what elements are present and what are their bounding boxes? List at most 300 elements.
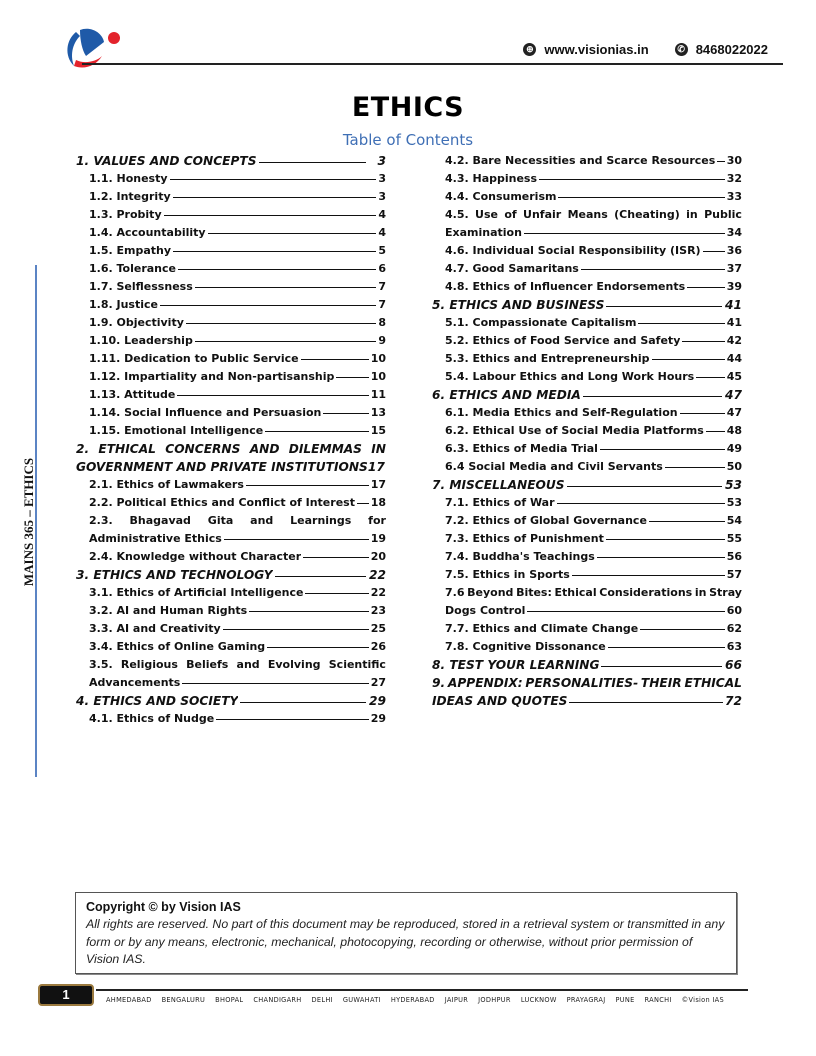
phone-number: 8468022022 <box>695 42 768 57</box>
toc-subsection-link[interactable] <box>76 494 386 512</box>
toc-page-number: 3 <box>377 154 386 168</box>
toc-leader <box>638 323 724 324</box>
toc-entry-label: 1.12. Impartiality and Non-partisanship <box>89 370 335 383</box>
toc-subsection-link[interactable] <box>76 656 386 692</box>
toc-leader <box>581 269 725 270</box>
toc-entry-label: 5.2. Ethics of Food Service and Safety <box>445 334 681 347</box>
toc-leader <box>275 576 366 577</box>
footer-city: AHMEDABAD <box>106 996 152 1004</box>
toc-page-number: 8 <box>378 316 386 329</box>
toc-entry-word: and <box>236 658 260 671</box>
toc-entry-label: 4.4. Consumerism <box>445 190 557 203</box>
toc-entry-word: 7.6 <box>445 586 465 599</box>
toc-page-number: 53 <box>725 478 742 492</box>
toc-leader <box>572 575 725 576</box>
toc-entry-label: 7. MISCELLANEOUS <box>432 478 565 492</box>
toc-leader <box>240 702 366 703</box>
toc-entry-label-line2 <box>445 224 742 242</box>
toc-entry-word: PERSONALITIES- <box>525 676 639 690</box>
toc-page-number: 33 <box>726 190 742 203</box>
toc-leader <box>267 647 369 648</box>
toc-leader <box>569 702 723 703</box>
toc-entry-label: 1.13. Attitude <box>89 388 176 401</box>
toc-page-number: 17 <box>367 460 385 474</box>
toc-entry-label: 6.3. Ethics of Media Trial <box>445 442 598 455</box>
toc-subsection-link[interactable] <box>432 188 742 206</box>
copyright-box <box>75 892 737 974</box>
toc-entry-label: 5.3. Ethics and Entrepreneurship <box>445 352 650 365</box>
toc-leader <box>649 521 725 522</box>
toc-entry-label-line1 <box>89 656 386 674</box>
toc-entry-label: 4.3. Happiness <box>445 172 538 185</box>
toc-leader <box>601 666 722 667</box>
toc-page-number: 11 <box>370 388 386 401</box>
toc-entry-label: 8. TEST YOUR LEARNING <box>432 658 600 672</box>
toc-subsection-link[interactable] <box>432 512 742 530</box>
toc-entry-label: 7.2. Ethics of Global Governance <box>445 514 647 527</box>
toc-section-link[interactable] <box>76 152 386 170</box>
toc-leader <box>682 341 724 342</box>
toc-subsection-link[interactable] <box>76 368 386 386</box>
toc-leader <box>567 486 722 487</box>
toc-entry-word: ETHICAL <box>684 676 742 690</box>
toc-page-number: 36 <box>726 244 742 257</box>
toc-page-number: 41 <box>726 316 742 329</box>
footer-city: PUNE <box>615 996 635 1004</box>
toc-entry-word: Evolving <box>267 658 321 671</box>
toc-page-number: 3 <box>378 172 386 185</box>
toc-leader <box>259 162 366 163</box>
toc-entry-word: Beliefs <box>186 658 229 671</box>
toc-page-number: 20 <box>370 550 386 563</box>
toc-page-number: 30 <box>726 154 742 167</box>
toc-entry-label-line1 <box>76 440 386 458</box>
toc-page-number: 25 <box>370 622 386 635</box>
footer-city: GUWAHATI <box>342 996 381 1004</box>
header-divider <box>82 63 783 65</box>
toc-page-number: 22 <box>369 568 386 582</box>
toc-leader <box>583 396 722 397</box>
toc-entry-word: 3.5. <box>89 658 113 671</box>
toc-section-link[interactable] <box>432 386 742 404</box>
toc-subsection-link[interactable] <box>76 602 386 620</box>
toc-entry-label: 7.4. Buddha's Teachings <box>445 550 595 563</box>
toc-entry-label: 4.2. Bare Necessities and Scarce Resources <box>445 154 716 167</box>
toc-entry-label: 1.15. Emotional Intelligence <box>89 424 264 437</box>
toc-entry-label-line1 <box>445 584 742 602</box>
toc-page-number: 3 <box>378 190 386 203</box>
toc-entry-word: of <box>504 208 517 221</box>
toc-subsection-link[interactable] <box>432 332 742 350</box>
toc-entry-label: 3.3. AI and Creativity <box>89 622 221 635</box>
header-contact <box>523 42 768 57</box>
toc-entry-label-line2 <box>445 602 742 620</box>
toc-entry-label: 7.5. Ethics in Sports <box>445 568 570 581</box>
toc-page-number: 18 <box>370 496 386 509</box>
toc-entry-word: and <box>250 514 274 527</box>
toc-entry-word: Means <box>567 208 608 221</box>
toc-entry-word: Considerations <box>599 586 693 599</box>
toc-page-number: 13 <box>370 406 386 419</box>
toc-entry-word: Stray <box>709 586 742 599</box>
toc-subsection-link[interactable] <box>432 206 742 242</box>
toc-page-number: 49 <box>726 442 742 455</box>
toc-entry-label: 1.9. Objectivity <box>89 316 184 329</box>
toc-entry-word: CONCERNS <box>165 442 241 456</box>
toc-leader <box>524 233 725 234</box>
toc-leader <box>195 341 377 342</box>
toc-page-number: 9 <box>378 334 386 347</box>
toc-page-number: 19 <box>370 532 386 545</box>
toc-leader <box>706 431 725 432</box>
toc-entry-label: 1.10. Leadership <box>89 334 193 347</box>
toc-entry-label: 1.5. Empathy <box>89 244 172 257</box>
toc-entry-label-line1 <box>445 206 742 224</box>
toc-page-number: 50 <box>726 460 742 473</box>
toc-leader <box>608 647 725 648</box>
toc-leader <box>246 485 369 486</box>
toc-entry-word: Learnings <box>290 514 352 527</box>
toc-subsection-link[interactable] <box>76 296 386 314</box>
toc-subsection-link[interactable] <box>432 242 742 260</box>
toc-subsection-link[interactable] <box>432 314 742 332</box>
toc-section-link[interactable] <box>432 476 742 494</box>
footer-city: LUCKNOW <box>520 996 557 1004</box>
toc-leader <box>182 683 368 684</box>
toc-subsection-link[interactable] <box>76 332 386 350</box>
toc-page-number: 10 <box>370 352 386 365</box>
toc-entry-label: IDEAS AND QUOTES <box>432 694 568 708</box>
toc-entry-label: 3. ETHICS AND TECHNOLOGY <box>76 568 273 582</box>
toc-subsection-link[interactable] <box>76 620 386 638</box>
toc-entry-label: 7.3. Ethics of Punishment <box>445 532 604 545</box>
toc-leader <box>696 377 724 378</box>
toc-subsection-link[interactable] <box>432 638 742 656</box>
toc-leader <box>249 611 368 612</box>
toc-leader <box>216 719 369 720</box>
toc-entry-word: in <box>686 208 698 221</box>
toc-page-number: 34 <box>726 226 742 239</box>
toc-entry-label: 1.8. Justice <box>89 298 158 311</box>
toc-page-number: 55 <box>726 532 742 545</box>
toc-entry-label: 1.2. Integrity <box>89 190 171 203</box>
toc-subsection-link[interactable] <box>76 278 386 296</box>
toc-entry-word: Religious <box>120 658 178 671</box>
toc-subsection-link[interactable] <box>76 224 386 242</box>
toc-entry-label: 2.4. Knowledge without Character <box>89 550 302 563</box>
toc-entry-label: 7.8. Cognitive Dissonance <box>445 640 606 653</box>
toc-subsection-link[interactable] <box>76 386 386 404</box>
toc-entry-label: Dogs Control <box>445 604 526 617</box>
toc-leader <box>305 593 368 594</box>
footer-city: JODHPUR <box>478 996 511 1004</box>
toc-entry-label-line2 <box>76 458 386 476</box>
toc-subsection-link[interactable] <box>432 584 742 620</box>
toc-subsection-link[interactable] <box>76 206 386 224</box>
toc-subsection-link[interactable] <box>76 512 386 548</box>
toc-leader <box>223 629 369 630</box>
footer-brand: ©Vision IAS <box>681 996 724 1004</box>
toc-entry-label: 1.6. Tolerance <box>89 262 176 275</box>
toc-entry-label: 3.1. Ethics of Artificial Intelligence <box>89 586 304 599</box>
toc-entry-word: THEIR <box>640 676 682 690</box>
toc-entry-label: 5. ETHICS AND BUSINESS <box>432 298 605 312</box>
toc-subsection-link[interactable] <box>432 620 742 638</box>
footer-cities <box>106 996 724 1004</box>
toc-leader <box>208 233 377 234</box>
toc-entry-label: 6. ETHICS AND MEDIA <box>432 388 581 402</box>
toc-entry-word: Bites: <box>516 586 552 599</box>
toc-page-number: 27 <box>370 676 386 689</box>
toc-subsection-link[interactable] <box>76 422 386 440</box>
toc-subsection-link[interactable] <box>76 710 386 728</box>
toc-leader <box>170 179 377 180</box>
toc-subsection-link[interactable] <box>76 638 386 656</box>
toc-subsection-link[interactable] <box>76 188 386 206</box>
toc-entry-label: Examination <box>445 226 522 239</box>
toc-heading: Table of Contents <box>342 131 474 149</box>
toc-entry-label: 1.7. Selflessness <box>89 280 193 293</box>
toc-leader <box>600 449 725 450</box>
toc-entry-label: 1.1. Honesty <box>89 172 168 185</box>
toc-page-number: 22 <box>370 586 386 599</box>
toc-section-link[interactable] <box>76 566 386 584</box>
toc-page-number: 37 <box>726 262 742 275</box>
toc-subsection-link[interactable] <box>432 260 742 278</box>
toc-left-column <box>76 152 386 728</box>
toc-page-number: 4 <box>378 208 386 221</box>
toc-page-number: 4 <box>378 226 386 239</box>
toc-entry-word: Gita <box>207 514 234 527</box>
toc-page-number: 29 <box>369 694 386 708</box>
side-label: MAINS 365 – ETHICS <box>21 457 36 587</box>
toc-entry-word: (Cheating) <box>614 208 680 221</box>
toc-page-number: 57 <box>726 568 742 581</box>
toc-page-number: 62 <box>726 622 742 635</box>
toc-section-link[interactable] <box>76 440 386 476</box>
toc-page-number: 72 <box>725 694 742 708</box>
toc-entry-label-line2 <box>89 530 386 548</box>
toc-page-number: 66 <box>725 658 742 672</box>
toc-subsection-link[interactable] <box>76 314 386 332</box>
toc-subsection-link[interactable] <box>432 278 742 296</box>
toc-page-number: 15 <box>370 424 386 437</box>
toc-entry-label: 6.4 Social Media and Civil Servants <box>445 460 663 473</box>
toc-entry-label: 4.8. Ethics of Influencer Endorsements <box>445 280 686 293</box>
footer-city: JAIPUR <box>444 996 469 1004</box>
toc-leader <box>173 197 377 198</box>
footer-city: BHOPAL <box>215 996 244 1004</box>
toc-leader <box>301 359 369 360</box>
footer-city: DELHI <box>311 996 333 1004</box>
toc-leader <box>527 611 724 612</box>
toc-page-number: 41 <box>725 298 742 312</box>
toc-leader <box>357 503 369 504</box>
toc-page-number: 45 <box>726 370 742 383</box>
toc-page-number: 29 <box>370 712 386 725</box>
toc-page-number: 6 <box>378 262 386 275</box>
toc-entry-label: GOVERNMENT AND PRIVATE INSTITUTIONS <box>76 460 368 474</box>
toc-entry-word: Unfair <box>523 208 562 221</box>
toc-page-number: 10 <box>370 370 386 383</box>
toc-page-number: 7 <box>378 298 386 311</box>
globe-icon: ⊕ <box>523 43 536 56</box>
website-link[interactable]: www.visionias.in <box>544 42 649 57</box>
toc-subsection-link[interactable] <box>76 260 386 278</box>
toc-section-link[interactable] <box>432 296 742 314</box>
toc-subsection-link[interactable] <box>432 530 742 548</box>
toc-entry-label: 7.7. Ethics and Climate Change <box>445 622 639 635</box>
toc-entry-label: 1.3. Probity <box>89 208 162 221</box>
toc-entry-label: 6.2. Ethical Use of Social Media Platforms <box>445 424 704 437</box>
toc-entry-word: Scientific <box>328 658 386 671</box>
toc-subsection-link[interactable] <box>76 548 386 566</box>
phone-icon: ✆ <box>675 43 688 56</box>
toc-entry-label: Administrative Ethics <box>89 532 222 545</box>
toc-entry-word: 2. <box>76 442 90 456</box>
toc-leader <box>640 629 724 630</box>
toc-entry-label-line2 <box>89 674 386 692</box>
toc-entry-word: in <box>694 586 707 599</box>
toc-entry-word: ETHICAL <box>98 442 156 456</box>
toc-entry-label: 1.11. Dedication to Public Service <box>89 352 299 365</box>
footer-divider <box>96 989 748 991</box>
toc-page-number: 56 <box>726 550 742 563</box>
toc-entry-label: 1.14. Social Influence and Persuasion <box>89 406 322 419</box>
toc-entry-word: APPENDIX: <box>447 676 523 690</box>
toc-leader <box>195 287 377 288</box>
toc-subsection-link[interactable] <box>76 584 386 602</box>
toc-page-number: 42 <box>726 334 742 347</box>
toc-page-number: 26 <box>370 640 386 653</box>
toc-leader <box>173 251 376 252</box>
toc-leader <box>597 557 725 558</box>
footer-city: PRAYAGRAJ <box>566 996 606 1004</box>
toc-page-number: 32 <box>726 172 742 185</box>
toc-entry-word: AND <box>249 442 280 456</box>
toc-subsection-link[interactable] <box>432 404 742 422</box>
toc-subsection-link[interactable] <box>76 404 386 422</box>
toc-leader <box>265 431 368 432</box>
toc-entry-label: 4.7. Good Samaritans <box>445 262 579 275</box>
toc-leader <box>687 287 725 288</box>
toc-subsection-link[interactable] <box>76 242 386 260</box>
toc-entry-label: 4.6. Individual Social Responsibility (ISR) <box>445 244 701 257</box>
toc-page-number: 53 <box>726 496 742 509</box>
toc-entry-label: Advancements <box>89 676 181 689</box>
toc-section-link[interactable] <box>76 692 386 710</box>
toc-leader <box>717 161 724 162</box>
toc-entry-word: 9. <box>432 676 446 690</box>
toc-leader <box>224 539 369 540</box>
toc-entry-label: 5.1. Compassionate Capitalism <box>445 316 637 329</box>
toc-subsection-link[interactable] <box>432 350 742 368</box>
toc-leader <box>178 269 376 270</box>
toc-leader <box>539 179 725 180</box>
toc-leader <box>606 539 725 540</box>
toc-page-number: 7 <box>378 280 386 293</box>
toc-entry-label: 4. ETHICS AND SOCIETY <box>76 694 239 708</box>
page-number: 1 <box>38 984 94 1006</box>
toc-subsection-link[interactable] <box>432 440 742 458</box>
toc-page-number: 60 <box>726 604 742 617</box>
toc-subsection-link[interactable] <box>432 458 742 476</box>
footer-city: RANCHI <box>644 996 672 1004</box>
document-title: ETHICS <box>351 92 465 123</box>
toc-page-number: 39 <box>726 280 742 293</box>
toc-entry-word: for <box>368 514 386 527</box>
toc-entry-label: 7.1. Ethics of War <box>445 496 555 509</box>
toc-page-number: 63 <box>726 640 742 653</box>
toc-entry-word: Bhagavad <box>129 514 191 527</box>
toc-leader <box>703 251 725 252</box>
toc-entry-label: 6.1. Media Ethics and Self-Regulation <box>445 406 678 419</box>
toc-section-link[interactable] <box>432 674 742 710</box>
toc-entry-label: 2.1. Ethics of Lawmakers <box>89 478 244 491</box>
toc-entry-word: 4.5. <box>445 208 469 221</box>
toc-leader <box>303 557 369 558</box>
toc-subsection-link[interactable] <box>432 494 742 512</box>
toc-leader <box>665 467 725 468</box>
toc-entry-label: 3.2. AI and Human Rights <box>89 604 248 617</box>
toc-page-number: 47 <box>725 388 742 402</box>
toc-subsection-link[interactable] <box>432 548 742 566</box>
toc-subsection-link[interactable] <box>76 350 386 368</box>
toc-subsection-link[interactable] <box>432 170 742 188</box>
copyright-title: Copyright © by Vision IAS <box>86 900 241 914</box>
toc-subsection-link[interactable] <box>432 368 742 386</box>
toc-page-number: 23 <box>370 604 386 617</box>
toc-entry-label: 3.4. Ethics of Online Gaming <box>89 640 266 653</box>
toc-subsection-link[interactable] <box>432 566 742 584</box>
toc-page-number: 5 <box>378 244 386 257</box>
toc-page-number: 54 <box>726 514 742 527</box>
toc-leader <box>160 305 376 306</box>
toc-entry-word: 2.3. <box>89 514 113 527</box>
toc-leader <box>606 306 722 307</box>
toc-leader <box>557 503 725 504</box>
toc-entry-label-line1 <box>89 512 386 530</box>
toc-right-column <box>432 152 742 710</box>
footer-city: CHANDIGARH <box>253 996 302 1004</box>
toc-entry-word: Public <box>704 208 742 221</box>
toc-subsection-link[interactable] <box>432 422 742 440</box>
toc-entry-label-line1 <box>432 674 742 692</box>
footer-city: BENGALURU <box>161 996 206 1004</box>
toc-leader <box>177 395 368 396</box>
toc-page-number: 48 <box>726 424 742 437</box>
toc-leader <box>336 377 368 378</box>
footer-city: HYDERABAD <box>390 996 435 1004</box>
toc-page-number: 17 <box>370 478 386 491</box>
toc-leader <box>558 197 724 198</box>
toc-entry-word: Beyond <box>467 586 514 599</box>
toc-entry-label: 1.4. Accountability <box>89 226 206 239</box>
toc-leader <box>323 413 368 414</box>
toc-page-number: 44 <box>726 352 742 365</box>
toc-page-number: 47 <box>726 406 742 419</box>
toc-entry-label: 1. VALUES AND CONCEPTS <box>76 154 257 168</box>
toc-entry-word: Ethical <box>554 586 597 599</box>
toc-subsection-link[interactable] <box>76 170 386 188</box>
toc-section-link[interactable] <box>432 656 742 674</box>
toc-entry-label: 2.2. Political Ethics and Conflict of Interest <box>89 496 355 509</box>
toc-entry-word: Use <box>475 208 498 221</box>
toc-entry-label-line2 <box>432 692 742 710</box>
toc-subsection-link[interactable] <box>432 152 742 170</box>
toc-leader <box>164 215 377 216</box>
toc-subsection-link[interactable] <box>76 476 386 494</box>
